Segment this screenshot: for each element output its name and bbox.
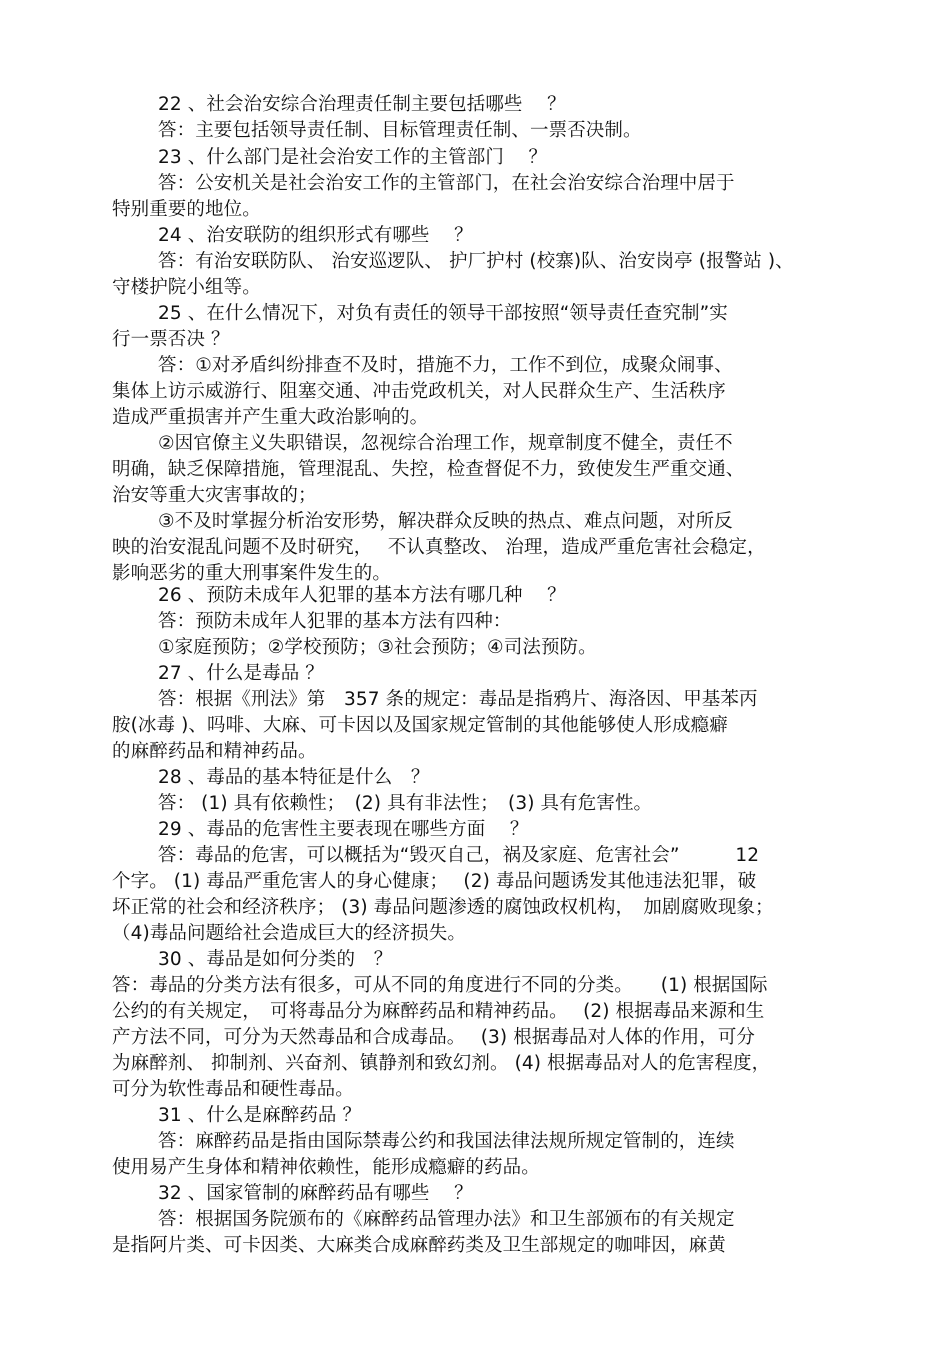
answer-30-line-1: 答：毒品的分类方法有很多，可从不同的角度进行不同的分类。 (1) 根据国际 xyxy=(112,975,768,996)
answer-24-line-2: 守楼护院小组等。 xyxy=(112,277,261,298)
answer-30-line-4: 为麻醉剂、 抑制剂、兴奋剂、镇静剂和致幻剂。 (4) 根据毒品对人的危害程度， xyxy=(112,1053,771,1074)
answer-30-line-5: 可分为软性毒品和硬性毒品。 xyxy=(112,1079,354,1100)
question-30: 30 、毒品是如何分类的 ？ xyxy=(158,949,393,970)
answer-25-line-7: ③不及时掌握分析治安形势，解决群众反映的热点、难点问题，对所反 xyxy=(158,511,733,532)
answer-32-line-2: 是指阿片类、可卡因类、大麻类合成麻醉药类及卫生部规定的咖啡因，麻黄 xyxy=(112,1235,726,1256)
answer-29-line-4: （4)毒品问题给社会造成巨大的经济损失。 xyxy=(112,923,466,944)
question-22: 22 、社会治安综合治理责任制主要包括哪些 ？ xyxy=(158,94,566,115)
answer-26-line-2: ①家庭预防；②学校预防；③社会预防；④司法预防。 xyxy=(158,637,597,658)
question-26: 26 、预防未成年人犯罪的基本方法有哪几种 ？ xyxy=(158,585,566,606)
answer-25-line-6: 治安等重大灾害事故的； xyxy=(112,485,317,506)
answer-25-line-1: 答：①对矛盾纠纷排查不及时，措施不力，工作不到位，成聚众闹事、 xyxy=(158,355,733,376)
answer-27-line-2: 胺(冰毒 )、吗啡、大麻、可卡因以及国家规定管制的其他能够使人形成瘾癖 xyxy=(112,715,728,736)
answer-29-line-1: 答：毒品的危害，可以概括为“毁灭自己，祸及家庭、危害社会” 12 xyxy=(158,845,760,866)
answer-31-line-1: 答：麻醉药品是指由国际禁毒公约和我国法律法规所规定管制的，连续 xyxy=(158,1131,735,1152)
answer-25-line-9: 影响恶劣的重大刑事案件发生的。 xyxy=(112,563,392,584)
answer-28: 答： (1) 具有依赖性； (2) 具有非法性； (3) 具有危害性。 xyxy=(158,793,653,814)
question-23: 23 、什么部门是社会治安工作的主管部门 ？ xyxy=(158,147,548,168)
answer-30-line-3: 产方法不同，可分为天然毒品和合成毒品。 (3) 根据毒品对人体的作用，可分 xyxy=(112,1027,756,1048)
question-29: 29 、毒品的危害性主要表现在哪些方面 ？ xyxy=(158,819,529,840)
answer-32-line-1: 答：根据国务院颁布的《麻醉药品管理办法》和卫生部颁布的有关规定 xyxy=(158,1209,735,1230)
answer-25-line-5: 明确，缺乏保障措施，管理混乱、失控，检查督促不力，致使发生严重交通、 xyxy=(112,459,745,480)
answer-25-line-8: 映的治安混乱问题不及时研究， 不认真整改、 治理，造成严重危害社会稳定， xyxy=(112,537,766,558)
question-25-line-1: 25 、在什么情况下，对负有责任的领导干部按照“领导责任查究制”实 xyxy=(158,303,728,324)
answer-31-line-2: 使用易产生身体和精神依赖性，能形成瘾癖的药品。 xyxy=(112,1157,540,1178)
answer-25-line-4: ②因官僚主义失职错误，忽视综合治理工作，规章制度不健全，责任不 xyxy=(158,433,733,454)
answer-26-line-1: 答：预防未成年人犯罪的基本方法有四种： xyxy=(158,611,512,632)
answer-27-line-3: 的麻醉药品和精神药品。 xyxy=(112,741,317,762)
answer-24-line-1: 答：有治安联防队、 治安巡逻队、 护厂护村 (校寨)队、治安岗亭 (报警站 )、 xyxy=(158,251,794,272)
answer-30-line-2: 公约的有关规定， 可将毒品分为麻醉药品和精神药品。 (2) 根据毒品来源和生 xyxy=(112,1001,765,1022)
answer-29-line-2: 个字。 (1) 毒品严重危害人的身心健康； (2) 毒品问题诱发其他违法犯罪，破 xyxy=(112,871,757,892)
answer-29-line-3: 坏正常的社会和经济秩序； (3) 毒品问题渗透的腐蚀政权机构， 加剧腐败现象； xyxy=(112,897,774,918)
answer-25-line-3: 造成严重损害并产生重大政治影响的。 xyxy=(112,407,429,428)
answer-25-line-2: 集体上访示威游行、阻塞交通、冲击党政机关，对人民群众生产、生活秩序 xyxy=(112,381,726,402)
answer-22: 答：主要包括领导责任制、目标管理责任制、一票否决制。 xyxy=(158,120,642,141)
question-31: 31 、什么是麻醉药品 ？ xyxy=(158,1105,362,1126)
question-27: 27 、什么是毒品 ？ xyxy=(158,663,324,684)
question-32: 32 、国家管制的麻醉药品有哪些 ？ xyxy=(158,1183,473,1204)
answer-23-line-1: 答：公安机关是社会治安工作的主管部门，在社会治安综合治理中居于 xyxy=(158,173,735,194)
answer-23-line-2: 特别重要的地位。 xyxy=(112,199,261,220)
question-25-line-2: 行一票否决 ？ xyxy=(112,329,230,350)
answer-27-line-1: 答：根据《刑法》第 357 条的规定：毒品是指鸦片、海洛因、甲基苯丙 xyxy=(158,689,758,710)
question-24: 24 、治安联防的组织形式有哪些 ？ xyxy=(158,225,473,246)
question-28: 28 、毒品的基本特征是什么 ？ xyxy=(158,767,430,788)
